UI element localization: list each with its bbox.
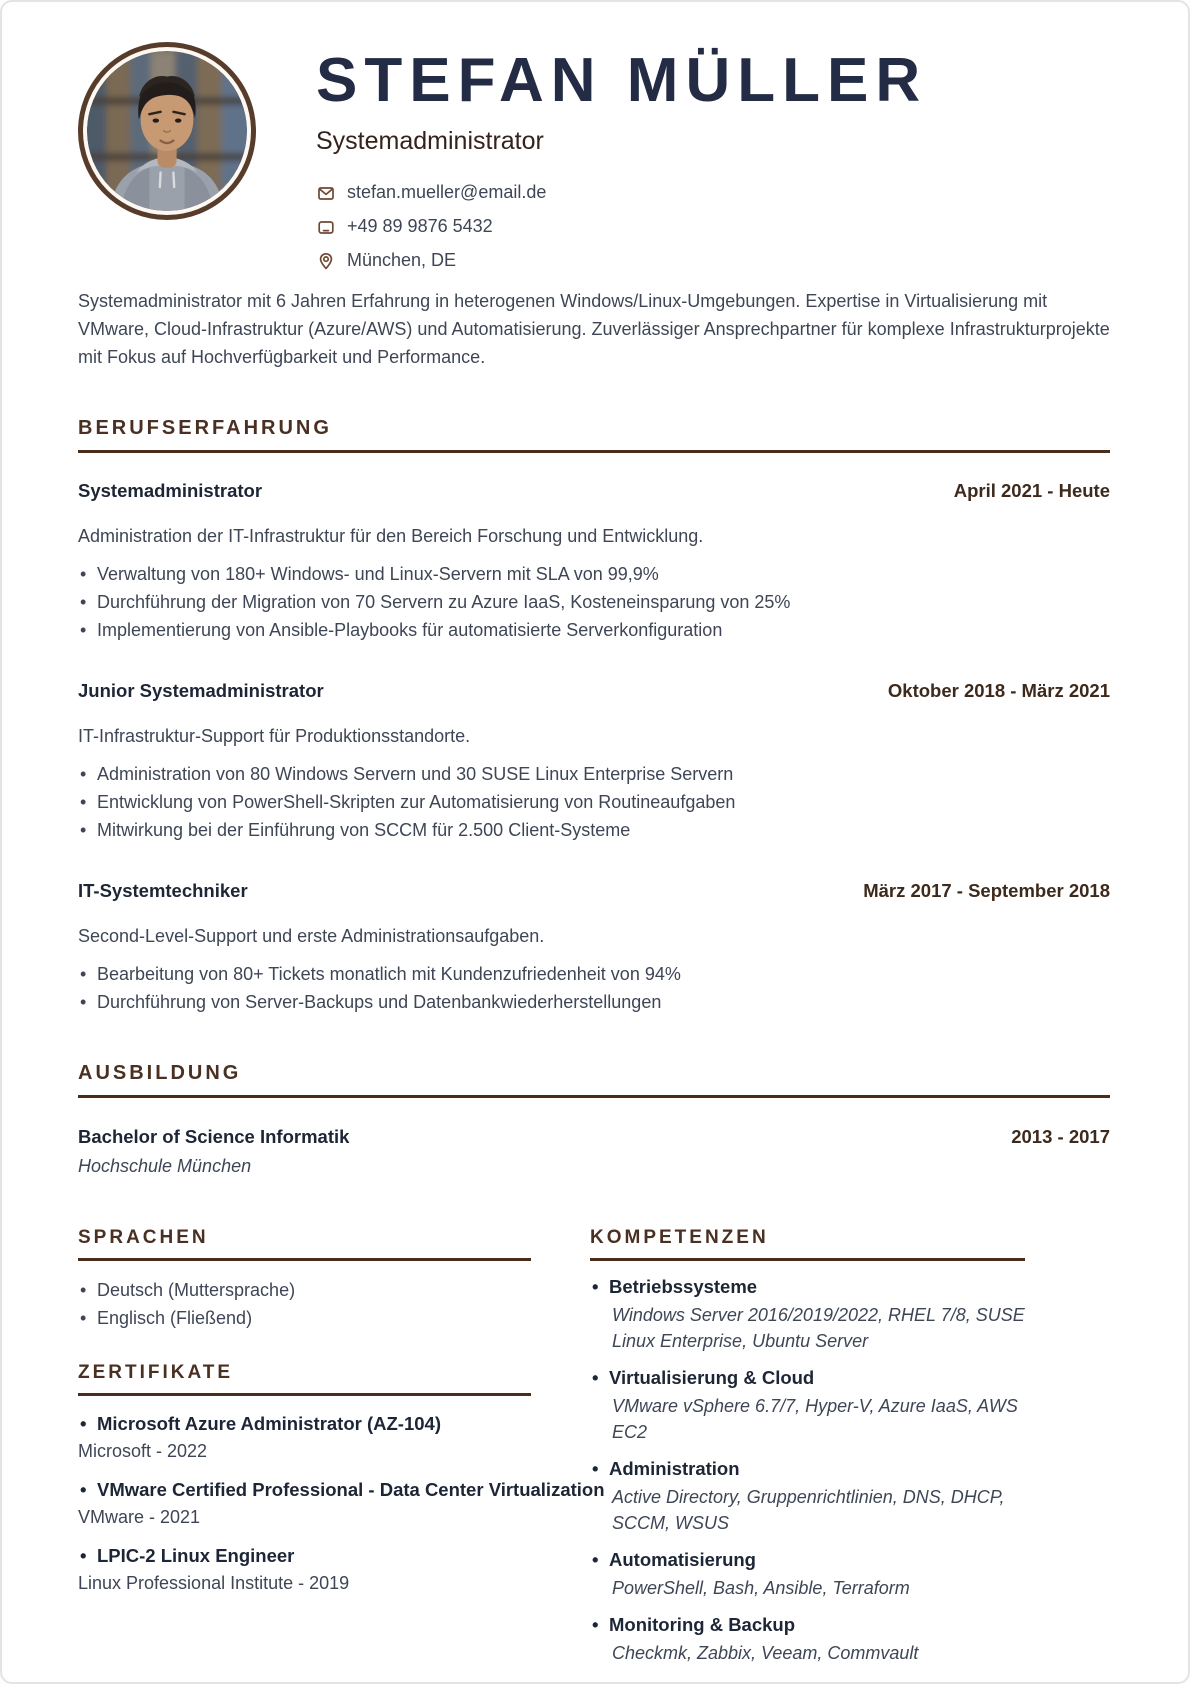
skill-detail: Active Directory, Gruppenrichtlinien, DNS, DHCP, SCCM, WSUS (612, 1487, 1005, 1534)
section-heading-certificates: ZERTIFIKATE (78, 1362, 234, 1384)
section-education (78, 1062, 1110, 1177)
job-bullet: • Bearbeitung von 80+ Tickets monatlich mit Kundenzufriedenheit von 94% (78, 960, 1110, 988)
section-heading-experience: BERUFSERFAHRUNG (78, 417, 332, 440)
section-heading-languages: SPRACHEN (78, 1227, 209, 1249)
job-title: IT-Systemtechniker (78, 880, 248, 902)
section-heading-skills: KOMPETENZEN (590, 1227, 769, 1249)
job-title: Systemadministrator (78, 480, 263, 502)
education-entry (78, 1126, 1110, 1148)
skill-category: • Automatisierung (590, 1549, 1025, 1571)
phone-icon (316, 217, 336, 237)
skill-detail: Checkmk, Zabbix, Veeam, Commvault (612, 1643, 919, 1664)
certificate-title: • LPIC-2 Linux Engineer (78, 1545, 531, 1567)
certificate-issuer: Linux Professional Institute - 2019 (78, 1573, 350, 1594)
envelope-icon (316, 183, 336, 203)
header-text (316, 42, 1110, 271)
skill-entry (590, 1276, 1025, 1354)
certificate-entry (78, 1545, 531, 1594)
certificate-title: • Microsoft Azure Administrator (AZ-104) (78, 1413, 531, 1435)
job-bullet: • Administration von 80 Windows Servern und 30 SUSE Linux Enterprise Servern (78, 760, 1110, 788)
column-right (590, 1227, 1025, 1666)
job-bullet: • Entwicklung von PowerShell-Skripten zur Automatisierung von Routineaufgaben (78, 788, 1110, 816)
skill-category: • Betriebssysteme (590, 1276, 1025, 1298)
job-bullet: • Mitwirkung bei der Einführung von SCCM für 2.500 Client-Systeme (78, 816, 1110, 844)
skill-detail: VMware vSphere 6.7/7, Hyper-V, Azure IaaS, AWS EC2 (612, 1396, 1018, 1443)
language-item: • Deutsch (Muttersprache) (78, 1276, 531, 1304)
certificate-issuer: VMware - 2021 (78, 1507, 201, 1528)
column-left (78, 1227, 605, 1666)
contact-phone-row (316, 216, 1110, 237)
contact-email-row (316, 182, 1110, 203)
map-pin-icon (316, 251, 336, 271)
job-dates: März 2017 - September 2018 (863, 880, 1110, 902)
language-item: • Englisch (Fließend) (78, 1304, 531, 1332)
section-skills (590, 1227, 1025, 1666)
section-certificates (78, 1362, 605, 1594)
job-bullet-list (78, 960, 1110, 1016)
certificate-entry (78, 1479, 605, 1528)
education-degree: Bachelor of Science Informatik (78, 1126, 350, 1148)
section-languages (78, 1227, 531, 1332)
skill-entry (590, 1549, 1025, 1601)
job-bullet-list (78, 760, 1110, 844)
job-description: Second-Level-Support und erste Administrationsaufgaben. (78, 926, 545, 947)
job-entry (78, 680, 1110, 844)
location-text: München, DE (347, 250, 457, 271)
job-bullet: • Verwaltung von 180+ Windows- und Linux-Servern mit SLA von 99,9% (78, 560, 1110, 588)
job-title: Junior Systemadministrator (78, 680, 324, 702)
profile-photo-illustration (87, 51, 247, 211)
certificate-issuer: Microsoft - 2022 (78, 1441, 208, 1462)
contact-location-row (316, 250, 1110, 271)
skill-detail: PowerShell, Bash, Ansible, Terraform (612, 1578, 910, 1599)
summary-text: Systemadministrator mit 6 Jahren Erfahrung in heterogenen Windows/Linux-Umgebungen. Expertise in Virtualisierung mit VMware, Cloud-Infrastruktur (Azure/AWS) und Automatisierung. Zuverlässiger Ansprechpartner für komplexe Infrastrukturprojekte mit Fokus auf Hochverfügbarkeit und Performance. (78, 291, 1110, 368)
job-entry (78, 480, 1110, 644)
job-bullet: • Implementierung von Ansible-Playbooks für automatisierte Serverkonfiguration (78, 616, 1110, 644)
skill-entry (590, 1367, 1025, 1445)
job-description: IT-Infrastruktur-Support für Produktionsstandorte. (78, 726, 471, 747)
education-dates: 2013 - 2017 (1011, 1126, 1110, 1148)
language-list (78, 1276, 531, 1332)
job-bullet: • Durchführung der Migration von 70 Servern zu Azure IaaS, Kosteneinsparung von 25% (78, 588, 1110, 616)
section-experience (78, 417, 1110, 1016)
skill-category: • Monitoring & Backup (590, 1614, 1025, 1636)
section-heading-education: AUSBILDUNG (78, 1062, 242, 1085)
job-description: Administration der IT-Infrastruktur für den Bereich Forschung und Entwicklung. (78, 526, 704, 547)
skill-category: • Virtualisierung & Cloud (590, 1367, 1025, 1389)
section-divider (78, 1258, 531, 1261)
contact-block (316, 182, 1110, 271)
job-entry (78, 880, 1110, 1016)
profile-photo (78, 42, 256, 220)
education-school: Hochschule München (78, 1156, 252, 1177)
phone-text: +49 89 9876 5432 (347, 216, 493, 237)
skill-category: • Administration (590, 1458, 1025, 1480)
skill-entry (590, 1458, 1025, 1536)
job-bullet: • Durchführung von Server-Backups und Datenbankwiederherstellungen (78, 988, 1110, 1016)
section-divider (78, 450, 1110, 453)
certificate-title: • VMware Certified Professional - Data Center Virtualization (78, 1479, 531, 1501)
header (78, 42, 1110, 271)
skill-entry (590, 1614, 1025, 1666)
section-divider (78, 1095, 1110, 1098)
section-divider (590, 1258, 1025, 1261)
person-job-title: Systemadministrator (316, 127, 544, 156)
skill-detail: Windows Server 2016/2019/2022, RHEL 7/8, SUSE Linux Enterprise, Ubuntu Server (612, 1305, 1025, 1352)
certificate-entry (78, 1413, 531, 1462)
person-name: STEFAN MÜLLER (316, 46, 928, 115)
section-divider (78, 1393, 531, 1396)
job-dates: Oktober 2018 - März 2021 (887, 680, 1110, 702)
job-bullet-list (78, 560, 1110, 644)
email-text: stefan.mueller@email.de (347, 182, 547, 203)
bottom-columns (78, 1227, 1110, 1666)
job-dates: April 2021 - Heute (953, 480, 1110, 502)
